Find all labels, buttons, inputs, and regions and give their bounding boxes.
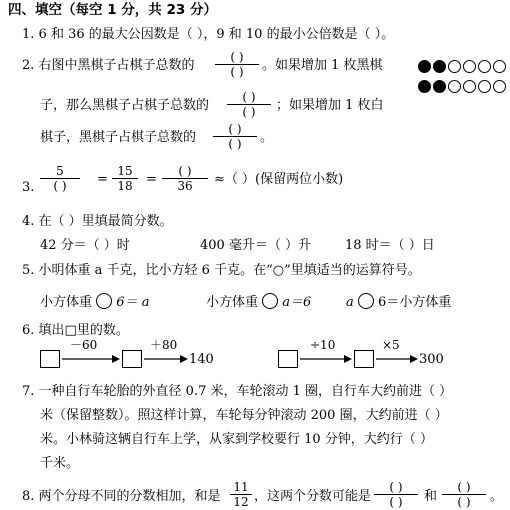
section-title: 四、填空（每空 1 分，共 23 分） bbox=[8, 2, 217, 18]
q2-fraction-blank-3[interactable] bbox=[213, 122, 257, 151]
question-2-line2: 子，那么黑棋子占棋子总数的 bbox=[40, 98, 210, 113]
q6-chain2-op1: ÷10 bbox=[310, 338, 336, 352]
q6-chain1-box-2[interactable] bbox=[122, 350, 142, 368]
question-3-label: 3. bbox=[22, 180, 35, 195]
q3-f2-den: 18 bbox=[117, 179, 133, 193]
q6-chain2-result: 300 bbox=[419, 352, 444, 367]
q4-item-b: 400 毫升＝（ ）升 bbox=[200, 238, 312, 253]
question-2-line1: 2. 右图中黑棋子占棋子总数的 bbox=[22, 58, 195, 73]
q3-f1-den[interactable]: ( ) bbox=[53, 179, 67, 193]
question-4-label: 4. 在（ ）里填最简分数。 bbox=[22, 214, 173, 229]
q5-b-pre: 小方体重 bbox=[206, 295, 259, 310]
white-stone bbox=[448, 60, 461, 73]
q6-chain2-box-1[interactable] bbox=[278, 350, 298, 368]
question-7-line2: 米（保留整数）。照这样计算，车轮每分钟滚动 200 圈，大约前进（ ） bbox=[40, 408, 448, 423]
white-stone bbox=[493, 80, 506, 93]
q8-f2-num: ( ) bbox=[457, 480, 471, 494]
q6-chain1-box-1[interactable] bbox=[40, 350, 60, 368]
q2-fraction-1-denominator: ( ) bbox=[230, 65, 244, 79]
q6-chain1-arrow-1 bbox=[62, 353, 120, 365]
white-stone bbox=[478, 60, 491, 73]
q6-chain1-op1: －60 bbox=[70, 338, 98, 352]
question-1: 1. 6 和 36 的最大公因数是（ ），9 和 10 的最小公倍数是（ ）。 bbox=[22, 27, 395, 42]
white-stone bbox=[448, 80, 461, 93]
black-stone bbox=[418, 80, 431, 93]
q3-fraction-2 bbox=[112, 164, 138, 193]
q3-f2-num: 15 bbox=[117, 164, 133, 178]
black-stone bbox=[433, 60, 446, 73]
q2-fraction-2-denominator: ( ) bbox=[242, 105, 256, 119]
q5-a-operator-circle[interactable] bbox=[96, 293, 112, 309]
q3-approx: ≈（ ）(保留两位小数) bbox=[214, 172, 344, 187]
q4-item-c: 18 时＝（ ）日 bbox=[345, 238, 435, 253]
q6-chain1-result: 140 bbox=[189, 352, 214, 367]
q8-sum-num: 11 bbox=[233, 480, 249, 494]
q3-f3-den: 36 bbox=[177, 179, 193, 193]
q6-chain2-arrow-2 bbox=[376, 353, 418, 365]
q6-chain2-arrow-1 bbox=[300, 353, 352, 365]
question-6-label: 6. 填出□里的数。 bbox=[22, 323, 129, 338]
white-stone bbox=[478, 80, 491, 93]
question-7-line4: 千米。 bbox=[40, 456, 80, 471]
q4-item-a: 42 分＝（ ）时 bbox=[40, 238, 130, 253]
question-8-pre: 8. 两个分母不同的分数相加，和是 bbox=[22, 489, 221, 504]
q8-sum-den: 12 bbox=[233, 495, 249, 509]
q8-f2-den: ( ) bbox=[457, 495, 471, 509]
q6-chain2-box-2[interactable] bbox=[354, 350, 374, 368]
q8-fraction-blank-2[interactable] bbox=[442, 480, 486, 509]
q8-f1-den: ( ) bbox=[389, 495, 403, 509]
q8-fraction-blank-1[interactable] bbox=[374, 480, 418, 509]
white-stone bbox=[463, 80, 476, 93]
question-2-line3: 棋子，黑棋子占棋子总数的 bbox=[40, 130, 197, 145]
q5-c-pre: a bbox=[346, 295, 354, 310]
q2-fraction-3-denominator: ( ) bbox=[228, 137, 242, 151]
black-stone bbox=[418, 60, 431, 73]
q8-sum-fraction bbox=[230, 480, 252, 509]
q6-chain2-op2: ×5 bbox=[382, 338, 400, 352]
q5-b-operator-circle[interactable] bbox=[262, 293, 278, 309]
q2-fraction-blank-1[interactable] bbox=[215, 50, 259, 79]
question-7-line3: 米。小林骑这辆自行车上学，从家到学校要行 10 分钟，大约行（ ） bbox=[40, 432, 433, 447]
q3-f1-num: 5 bbox=[56, 164, 64, 178]
q2-fraction-3-numerator: ( ) bbox=[228, 122, 242, 136]
question-5-label: 5. 小明体重 a 千克，比小方轻 6 千克。在“○”里填适当的运算符号。 bbox=[22, 263, 421, 278]
q8-f1-num: ( ) bbox=[389, 480, 403, 494]
q6-chain1-arrow-2 bbox=[144, 353, 188, 365]
q5-a-pre: 小方体重 bbox=[40, 295, 93, 310]
question-8-end: 。 bbox=[490, 489, 504, 504]
q2-fraction-1-numerator: ( ) bbox=[230, 50, 244, 64]
q6-chain1-op2: ＋80 bbox=[150, 338, 178, 352]
white-stone bbox=[463, 60, 476, 73]
q5-b-post: a＝6 bbox=[282, 295, 312, 310]
black-stone bbox=[433, 80, 446, 93]
question-2-line2-after: ；如果增加 1 枚白 bbox=[276, 98, 384, 113]
q3-equals-2: = bbox=[146, 172, 157, 187]
q2-fraction-blank-2[interactable] bbox=[227, 90, 271, 119]
q3-fraction-1 bbox=[40, 164, 80, 193]
q5-a-post: 6＝ a bbox=[116, 295, 150, 310]
question-7-line1: 7. 一种自行车轮胎的外直径 0.7 米，车轮滚动 1 圈，自行车大约前进（ ） bbox=[22, 384, 453, 399]
q5-item-a bbox=[40, 293, 149, 311]
question-2-line3-after: 。 bbox=[260, 130, 274, 145]
white-stone bbox=[493, 60, 506, 73]
q3-fraction-3 bbox=[162, 164, 208, 193]
q3-f3-num[interactable]: ( ) bbox=[178, 164, 192, 178]
q5-item-c bbox=[346, 293, 451, 311]
q5-c-operator-circle[interactable] bbox=[358, 293, 374, 309]
question-2-line1-after: 。如果增加 1 枚黑棋 bbox=[262, 58, 383, 73]
q3-equals-1: = bbox=[97, 172, 108, 187]
question-8-and: 和 bbox=[424, 489, 438, 504]
q5-c-post: 6＝小方体重 bbox=[378, 295, 452, 310]
q5-item-b bbox=[206, 293, 311, 311]
q2-fraction-2-numerator: ( ) bbox=[242, 90, 256, 104]
question-8-mid: ，这两个分数可能是 bbox=[254, 489, 372, 504]
